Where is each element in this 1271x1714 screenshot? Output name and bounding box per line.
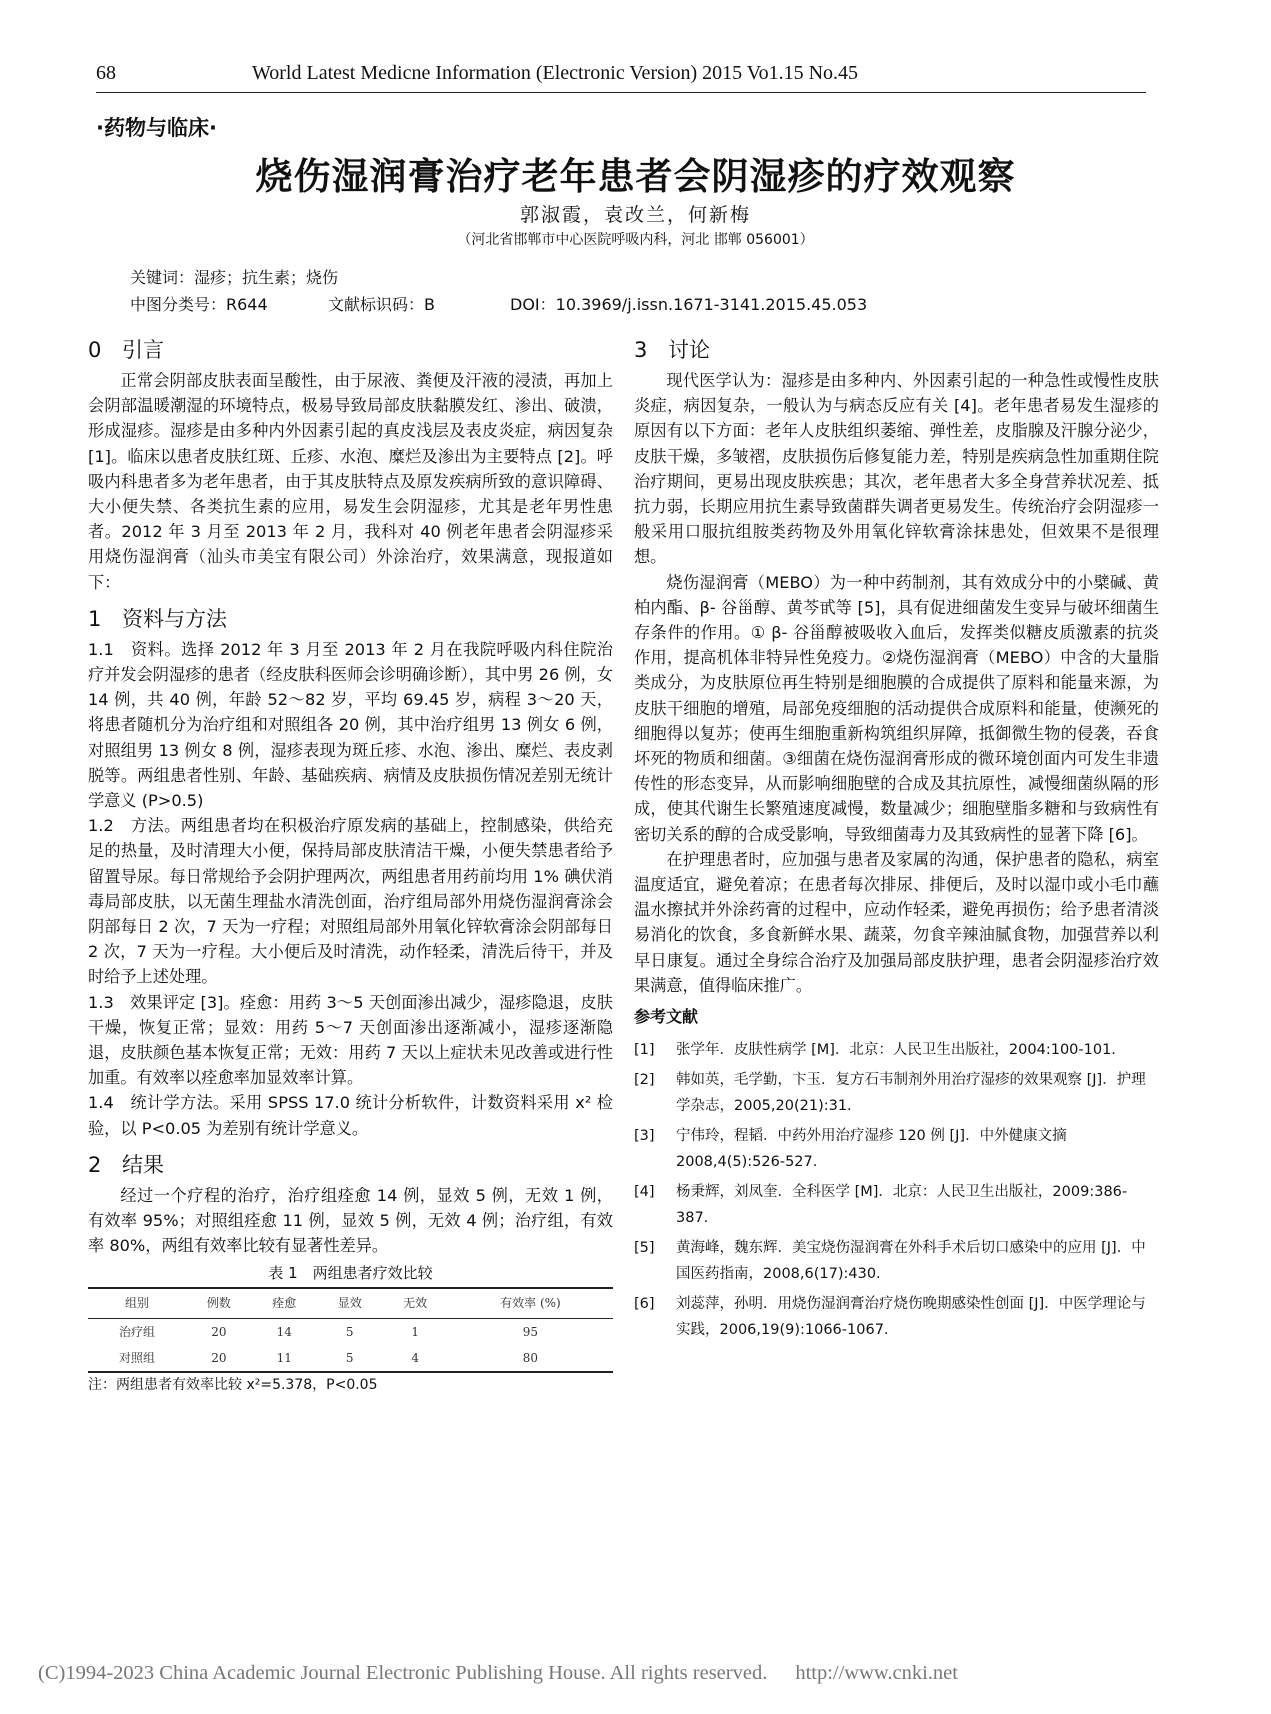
reference-item [634,1123,1159,1175]
doi: DOI：10.3969/j.issn.1671-3141.2015.45.053 [510,295,868,314]
table-note: 注：两组患者有效率比较 x²=5.378，P<0.05 [88,1376,378,1393]
table-row: 对照组 20 11 5 4 80 [88,1345,613,1372]
section-heading-results: 2 结果 [88,1152,164,1177]
reference-item [634,1291,1159,1343]
reference-text: 宁伟玲，程韬．中药外用治疗湿疹 120 例 [J]．中外健康文摘 2008,4(5):526-527. [676,1128,1067,1171]
reference-text: 刘蕊萍，孙明．用烧伤湿润膏治疗烧伤晚期感染性创面 [J]．中医学理论与实践，2006,19(9):1066-1067. [676,1296,1146,1339]
section-tag: ·药物与临床· [96,116,217,140]
discussion-paragraph-3: 在护理患者时，应加强与患者及家属的沟通，保护患者的隐私，病室温度适宜，避免着凉；在患者每次排尿、排便后，及时以湿巾或小毛巾蘸温水擦拭并外涂药膏的过程中，应动作轻柔，避免再损伤；给予患者清淡易消化的饮食，多食新鲜水果、蔬菜，勿食辛辣油腻食物，加强营养以利早日康复。通过全身综合治疗及加强局部皮肤护理，患者会阴湿疹治疗效果满意，值得临床推广。 [634,849,1159,995]
journal-title: World Latest Medicne Information (Electronic Version) 2015 Vo1.15 No.45 [252,62,859,84]
reference-list [634,1037,1159,1343]
reference-item [634,1037,1159,1063]
copyright-footer [38,1662,1238,1685]
table-title: 表 1 两组患者疗效比较 [268,1263,433,1282]
discussion-paragraph-1: 现代医学认为：湿疹是由多种内、外因素引起的一种急性或慢性皮肤炎症，病因复杂，一般认为与病态反应有关 [4]。老年患者易发生湿疹的原因有以下方面：老年人皮肤组织萎缩、弹性差，皮脂腺及汗腺分泌少，皮肤干燥，多皱褶，皮肤损伤后修复能力差，特别是疾病急性加重期住院治疗期间，更易出现皮肤疾患；其次，老年患者大多全身营养状况差、抵抗力弱，长期应用抗生素导致菌群失调者更易发生。传统治疗会阴湿疹一般采用口服抗组胺类药物及外用氧化锌软膏涂抹患处，但效果不是很理想。 [634,371,1159,567]
methods-1-2: 1.2 方法。两组患者均在积极治疗原发病的基础上，控制感染，供给充足的热量，及时清理大小便，保持局部皮肤清洁干燥，小便失禁患者给予留置导尿。每日常规给予会阴护理两次，两组患者用药前均用 1% 碘伏消毒局部皮肤，以无菌生理盐水清洗创面，治疗组局部外用烧伤湿润膏涂会阴部每日 2 次，7 天为一疗程；对照组局部外用氧化锌软膏涂会阴部每日 2 次，7 天为一疗程。大小便后及时清洗，动作轻柔，清洗后待干，并及时给予上述处理。 [88,816,613,987]
reference-number: [4] [634,1184,655,1201]
section-heading-methods: 1 资料与方法 [88,606,227,631]
intro-paragraph: 正常会阴部皮肤表面呈酸性，由于尿液、粪便及汗液的浸渍，再加上会阴部温暖潮湿的环境特点，极易导致局部皮肤黏膜发红、渗出、破溃，形成湿疹。湿疹是由多种内外因素引起的真皮浅层及表皮炎症，病因复杂 [1]。临床以患者皮肤红斑、丘疹、水泡、糜烂及渗出为主要特点 [2]。呼吸内科患者多为老年患者，由于其皮肤特点及原发疾病所致的意识障碍、大小便失禁、各类抗生素的应用，易发生会阴湿疹，尤其是老年男性患者。2012 年 3 月至 2013 年 2 月，我科对 40 例老年患者会阴湿疹采用烧伤湿润膏（汕头市美宝有限公司）外涂治疗，效果满意，现报道如下： [88,371,613,592]
document-code: 文献标识码：B [328,295,435,314]
page-number: 68 [96,62,116,84]
header-rule [96,92,1146,93]
reference-text: 黄海峰，魏东辉．美宝烧伤湿润膏在外科手术后切口感染中的应用 [J]．中国医药指南，2008,6(17):430. [676,1240,1146,1283]
reference-item [634,1235,1159,1287]
right-column [634,334,1159,1347]
table-header: 无效 [382,1288,447,1319]
methods-1-4: 1.4 统计学方法。采用 SPSS 17.0 统计分析软件，计数资料采用 x² 检验，以 P<0.05 为差别有统计学意义。 [88,1093,613,1138]
reference-text: 杨秉辉，刘凤奎．全科医学 [M]．北京：人民卫生出版社，2009:386-387. [676,1184,1128,1227]
reference-item [634,1179,1159,1231]
section-heading-discussion: 3 讨论 [634,338,710,362]
table-header: 组别 [88,1288,186,1319]
table-header: 例数 [186,1288,251,1319]
reference-text: 张学年．皮肤性病学 [M]．北京：人民卫生出版社，2004:100-101. [676,1042,1116,1059]
table-header: 有效率 (%) [448,1288,613,1319]
reference-item [634,1067,1159,1119]
clc-number: 中图分类号：R644 [130,295,268,314]
authors: 郭淑霞，袁改兰，何新梅 [519,204,751,226]
discussion-paragraph-2: 烧伤湿润膏（MEBO）为一种中药制剂，其有效成分中的小檗碱、黄柏内酯、β- 谷甾醇、黄芩甙等 [5]，具有促进细菌发生变异与破坏细菌生存条件的作用。① β- 谷甾醇被吸收入血后，发挥类似糖皮质激素的抗炎作用，提高机体非特异性免疫力。②烧伤湿润膏（MEBO）中含的大量脂类成分，为皮肤原位再生特别是细胞膜的合成提供了原料和能量来源，为皮肤干细胞的增殖，局部免疫细胞的活动提供合成原料和能量，使濒死的细胞得以复苏；使再生细胞重新构筑组织屏障，抵御微生物的侵袭，吞食坏死的物质和细菌。③细菌在烧伤湿润膏形成的微环境创面内可发生非遗传性的形态变异，从而影响细胞壁的合成及其抗原性，减慢细菌纵隔的形成，使其代谢生长繁殖速度减慢，数量减少；细胞壁脂多糖和与致病性有密切关系的醇的合成受影响，导致细菌毒力及其致病性的显著下降 [6]。 [634,572,1159,844]
section-heading-intro: 0 引言 [88,338,164,362]
table-row: 治疗组 20 14 5 1 95 [119,1324,539,1339]
results-table [88,1287,613,1373]
methods-1-3: 1.3 效果评定 [3]。痊愈：用药 3～5 天创面渗出减少，湿疹隐退，皮肤干燥，恢复正常；显效：用药 5～7 天创面渗出逐渐减小，湿疹逐渐隐退，皮肤颜色基本恢复正常；无效：用药 7 天以上症状未见改善或进行性加重。有效率以痊愈率加显效率计算。 [88,992,613,1088]
reference-text: 韩如英，毛学勤，卞玉．复方石韦制剂外用治疗湿疹的效果观察 [J]．护理学杂志，2005,20(21):31. [676,1072,1146,1115]
reference-number: [5] [634,1240,655,1257]
reference-number: [2] [634,1072,655,1089]
table-header: 显效 [317,1288,382,1319]
running-header [96,62,1146,92]
article-title: 烧伤湿润膏治疗老年患者会阴湿疹的疗效观察 [255,155,1016,198]
references-heading: 参考文献 [634,1007,699,1027]
reference-number: [6] [634,1296,655,1313]
results-paragraph: 经过一个疗程的治疗，治疗组痊愈 14 例，显效 5 例，无效 1 例，有效率 95%；对照组痊愈 11 例，显效 5 例，无效 4 例；治疗组，有效率 80%，两组有效率比较有显著性差异。 [88,1185,613,1256]
reference-number: [3] [634,1128,655,1145]
reference-number: [1] [634,1042,655,1059]
copyright-text: (C)1994-2023 China Academic Journal Electronic Publishing House. All rights reserved. [38,1662,768,1684]
methods-1-1: 1.1 资料。选择 2012 年 3 月至 2013 年 2 月在我院呼吸内科住院治疗并发会阴湿疹的患者（经皮肤科医师会诊明确诊断），其中男 26 例，女 14 例，共 40 例，年龄 52～82 岁，平均 69.45 岁，病程 3～20 天，将患者随机分为治疗组和对照组各 20 例，其中治疗组男 13 例女 6 例，对照组男 13 例女 8 例，湿疹表现为斑丘疹、水泡、渗出、糜烂、表皮剥脱等。两组患者性别、年龄、基础疾病、病情及皮肤损伤情况差别无统计学意义 (P>0.5) [88,639,613,811]
affiliation: （河北省邯郸市中心医院呼吸内科，河北 邯郸 056001） [457,232,814,248]
left-column [88,334,613,1395]
keywords: 关键词：湿疹；抗生素；烧伤 [130,268,339,287]
table-header: 痊愈 [252,1288,317,1319]
cnki-link[interactable]: http://www.cnki.net [795,1662,958,1684]
